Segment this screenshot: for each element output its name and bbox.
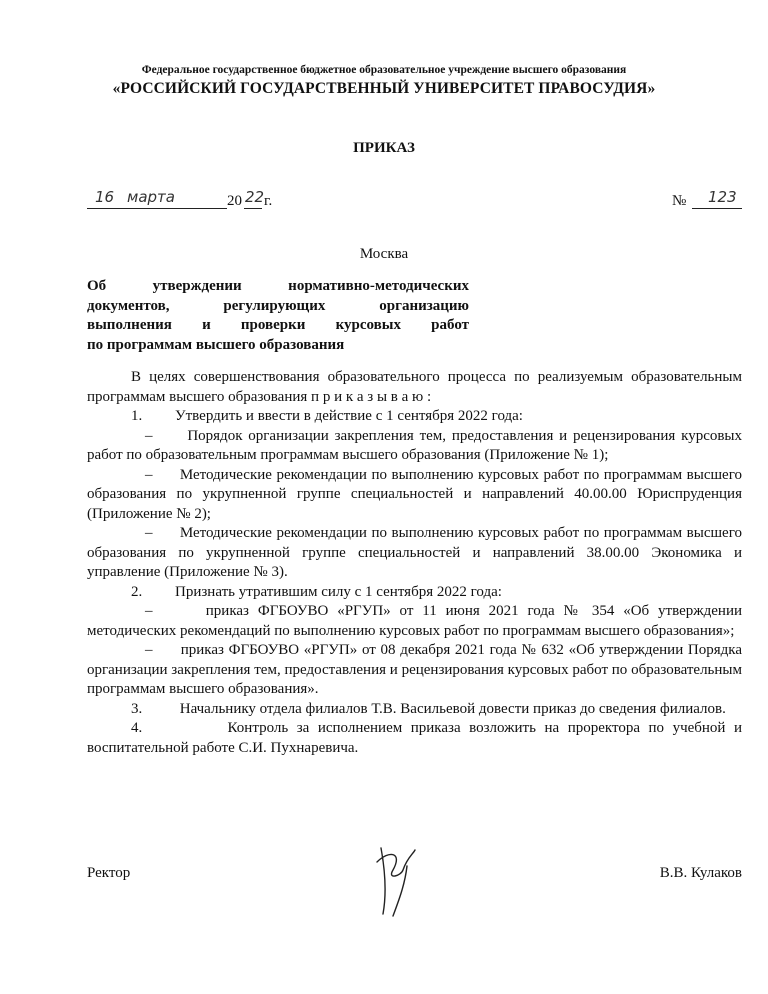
item-text: Контроль за исполнением приказа возложить на проректора по учебной и воспитательной работе С.И. Пухнаревича.	[87, 720, 743, 756]
item-number: 4.	[131, 720, 143, 736]
signatory-title: Ректор	[87, 865, 131, 881]
preamble: В целях совершенствования образовательного процесса по реализуемым образовательным программам высшего образования п р и к а з ы в а ю :	[87, 369, 742, 405]
subject-line: Об утверждении нормативно-методических	[87, 278, 469, 294]
dash-marker: –	[145, 466, 153, 483]
dash-marker: –	[145, 427, 153, 444]
numbered-item	[87, 700, 742, 720]
dash-item	[87, 641, 742, 700]
item-text: Признать утратившим силу с 1 сентября 2022 года:	[175, 583, 502, 600]
item-text: Методические рекомендации по выполнению курсовых работ по программам высшего образования по укрупненной группе специальностей и направлений 40.00.00 Юриспруденция (Приложение № 2);	[87, 466, 742, 522]
subject-line: документов, регулирующих организацию	[87, 297, 469, 314]
item-text: приказ ФГБОУВО «РГУП» от 08 декабря 2021 года № 632 «Об утверждении Порядка организации закрепления тем, предоставления и рецензирования курсовых работ по образовательным программам высшего образования».	[87, 642, 743, 697]
item-text: Методические рекомендации по выполнению курсовых работ по программам высшего образования по укрупненной группе специальностей и направлений 38.00.00 Экономика и управление (Приложение № 3).	[87, 525, 742, 580]
organization-full-name: Федеральное государственное бюджетное образовательное учреждение высшего образования	[141, 64, 627, 76]
date-month: марта	[127, 188, 175, 206]
dash-marker: –	[145, 642, 153, 658]
date-suffix: г.	[264, 193, 273, 209]
numbered-item	[87, 407, 742, 427]
item-number: 1.	[131, 408, 143, 424]
order-body	[87, 368, 742, 758]
subject-line: выполнения и проверки курсовых работ	[87, 317, 469, 333]
dash-item	[87, 602, 742, 641]
item-text: Утвердить и ввести в действие с 1 сентября 2022 года:	[175, 408, 523, 424]
document-type: ПРИКАЗ	[353, 140, 415, 156]
item-text: Порядок организации закрепления тем, предоставления и рецензирования курсовых работ по образовательным программам высшего образования (Приложение № 1);	[87, 427, 743, 463]
order-number	[672, 188, 752, 214]
date-day: 16	[95, 188, 115, 206]
dash-marker: –	[145, 603, 153, 619]
date-year-suffix: 22	[245, 188, 265, 206]
item-number: 3.	[131, 700, 143, 717]
dash-marker: –	[145, 525, 153, 541]
order-subject	[87, 277, 469, 355]
dash-item	[87, 427, 742, 466]
item-number: 2.	[131, 583, 143, 600]
dash-item	[87, 466, 742, 525]
number-value: 123	[708, 188, 737, 206]
item-text: Начальнику отдела филиалов Т.В. Васильевой довести приказ до сведения филиалов.	[179, 700, 726, 717]
numbered-item	[87, 719, 742, 758]
item-text: приказ ФГБОУВО «РГУП» от 11 июня 2021 года № 354 «Об утверждении методических рекомендаций по выполнению курсовых работ по программам высшего образования»;	[87, 603, 742, 639]
numbered-item	[87, 583, 742, 603]
city: Москва	[359, 246, 409, 262]
organization-name: «РОССИЙСКИЙ ГОСУДАРСТВЕННЫЙ УНИВЕРСИТЕТ ПРАВОСУДИЯ»	[112, 80, 656, 97]
handwritten-signature	[363, 840, 423, 920]
number-sign: №	[672, 193, 687, 209]
dash-item	[87, 524, 742, 583]
signature-block	[87, 860, 742, 940]
order-date	[87, 188, 317, 214]
subject-line: по программам высшего образования	[87, 336, 345, 353]
signatory-name: В.В. Кулаков	[659, 865, 742, 881]
date-year-prefix: 20	[227, 193, 242, 209]
